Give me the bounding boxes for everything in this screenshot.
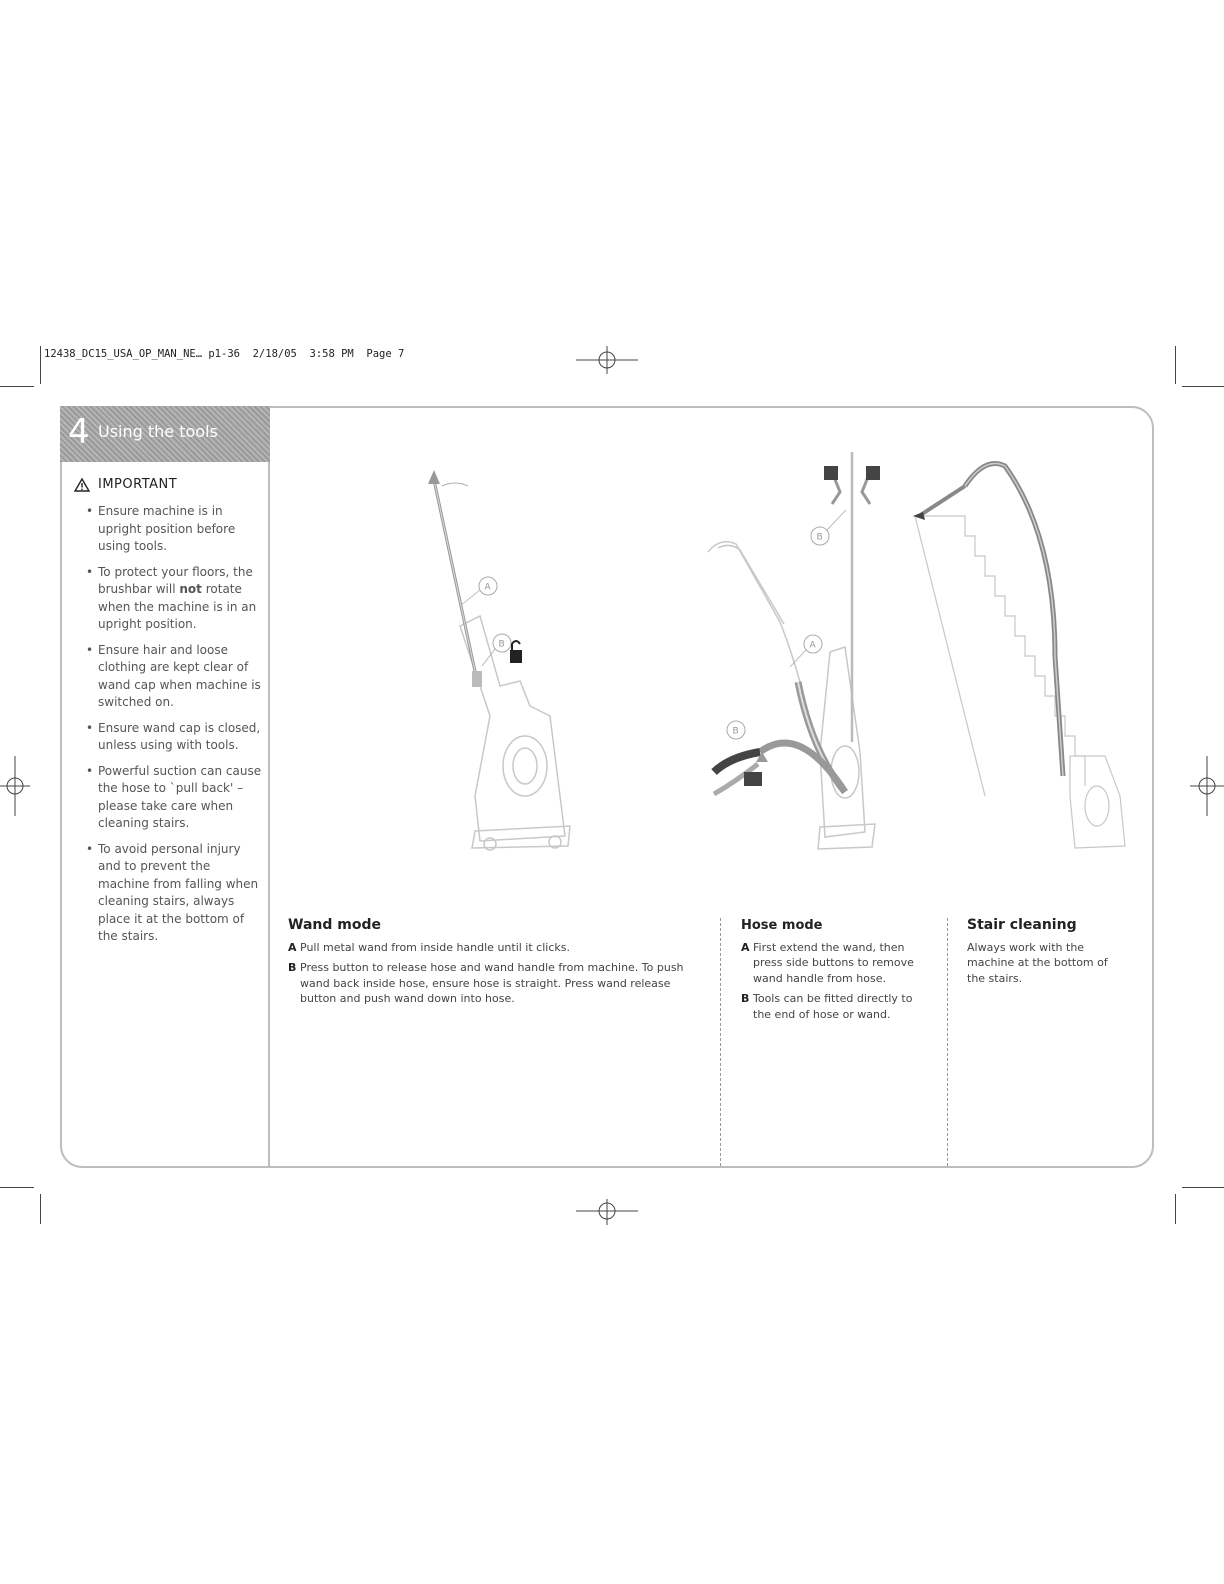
stair-cleaning-section xyxy=(967,918,1117,986)
important-list xyxy=(86,503,262,954)
crop-mark xyxy=(40,1194,41,1224)
warning-triangle-icon xyxy=(74,478,90,492)
callout-b-label: B xyxy=(732,726,739,737)
hose-mode-illustration xyxy=(700,452,900,862)
callout-b-label: B xyxy=(816,532,823,543)
section-number: 4 xyxy=(68,412,90,452)
section-title: Using the tools xyxy=(98,422,218,441)
crop-mark xyxy=(40,346,41,384)
important-item: • To avoid personal injury and to prevent the machine from falling when cleaning stairs, always place it at the bottom of the stairs. xyxy=(86,841,262,946)
important-heading: IMPORTANT xyxy=(98,477,178,492)
hose-step-a: A First extend the wand, then press side buttons to remove wand handle from hose. xyxy=(741,940,914,985)
crop-mark xyxy=(1182,1187,1224,1188)
crop-mark xyxy=(0,1187,34,1188)
print-slug-line: 12438_DC15_USA_OP_MAN_NE… p1-36 2/18/05 3:58 PM Page 7 xyxy=(44,348,405,360)
registration-mark-icon xyxy=(576,1199,638,1225)
hose-step-b: B Tools can be fitted directly to the end of hose or wand. xyxy=(741,992,913,1021)
registration-mark-icon xyxy=(1190,756,1224,816)
important-item: • Ensure machine is in upright position before using tools. xyxy=(86,503,262,556)
crop-mark xyxy=(1175,346,1176,384)
column-divider xyxy=(720,918,721,1166)
hose-mode-section xyxy=(741,918,921,1027)
important-item: • Powerful suction can cause the hose to `pull back' – please take care when cleaning stairs. xyxy=(86,763,262,833)
crop-mark xyxy=(1182,386,1224,387)
wand-mode-illustration xyxy=(420,466,580,856)
important-item: • Ensure hair and loose clothing are kept clear of wand cap when machine is switched on. xyxy=(86,642,262,712)
crop-mark xyxy=(0,386,34,387)
wand-step-a: A Pull metal wand from inside handle until it clicks. xyxy=(288,940,570,954)
column-divider xyxy=(947,918,948,1166)
wand-step-b: B Press button to release hose and wand handle from machine. To push wand back inside hose, ensure hose is straight. Press wand release button and push wand down into hose. xyxy=(288,961,684,1005)
callout-a-label: A xyxy=(809,640,816,651)
stair-cleaning-text: Always work with the machine at the bottom of the stairs. xyxy=(967,940,1108,985)
wand-mode-title: Wand mode xyxy=(288,917,381,933)
important-item: • To protect your floors, the brushbar will not rotate when the machine is in an upright position. xyxy=(86,564,262,634)
callout-b-label: B xyxy=(498,639,505,650)
crop-mark xyxy=(1175,1194,1176,1224)
hose-mode-title: Hose mode xyxy=(741,918,823,933)
important-item: • Ensure wand cap is closed, unless using with tools. xyxy=(86,720,262,755)
registration-mark-icon xyxy=(0,756,30,816)
important-heading-row xyxy=(74,477,177,492)
stair-cleaning-illustration xyxy=(905,456,1137,856)
callout-a-label: A xyxy=(484,582,491,593)
wand-mode-section xyxy=(288,918,698,1012)
emphasis-text: not xyxy=(179,582,202,596)
registration-mark-icon xyxy=(576,346,638,374)
unlock-icon xyxy=(510,641,522,663)
stair-cleaning-title: Stair cleaning xyxy=(967,917,1077,933)
